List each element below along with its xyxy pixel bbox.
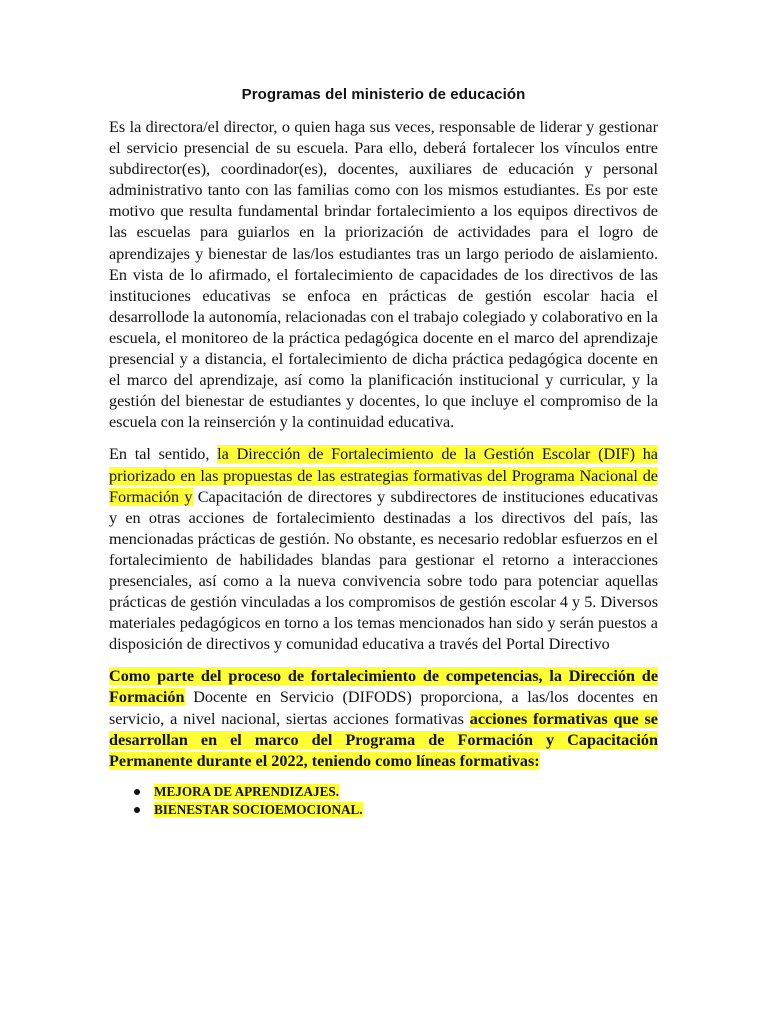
list-item — [134, 783, 658, 801]
paragraph-difods-actions — [109, 666, 658, 771]
paragraph-dif-lead: En tal sentido, — [109, 445, 218, 464]
document-title: Programas del ministerio de educación — [241, 86, 526, 103]
formative-lines-list — [109, 783, 658, 819]
paragraph-dif-strategy — [109, 444, 658, 655]
highlighted-dif-text: la Dirección de Fortalecimiento de la Gestión Escolar (DIF) ha priorizado en las propuestas de las estrategias formativas del Programa Nacional de Formación y — [109, 445, 658, 506]
highlighted-formative-lines-text: acciones formativas que se desarrollan en el marco del Programa de Formación y Capacitación Permanente durante el 2022, teniendo como líneas formativas: — [109, 709, 658, 770]
paragraph-directors-role: Es la directora/el director, o quien haga sus veces, responsable de liderar y gestionar el servicio presencial de su escuela. Para ello, deberá fortalecer los vínculos entre subdirector(es), coordinador(es), docentes, auxiliares de educación y personal administrativo tanto con las familias como con los mismos estudiantes. Es por este motivo que resulta fundamental brindar fortalecimiento a los equipos directivos de las escuelas para guiarlos en la priorización de actividades para el logro de aprendizajes y bienestar de las/los estudiantes tras un largo periodo de aislamiento. En vista de lo afirmado, el fortalecimiento de capacidades de los directivos de las instituciones educativas se enfoca en prácticas de gestión escolar hacia el desarrollode la autonomía, relacionadas con el trabajo colegiado y colaborativo en la escuela, el monitoreo de la práctica pedagógica docente en el marco del aprendizaje presencial y a distancia, el fortalecimiento de dicha práctica pedagógica docente en el marco del aprendizaje, así como la planificación institucional y curricular, y la gestión del bienestar de estudiantes y docentes, lo que incluye el compromiso de la escuela con la reinserción y la continuidad educativa. — [109, 118, 658, 432]
paragraph-difods-middle: Docente en Servicio (DIFODS) proporciona, a las/los docentes en servicio, a nivel nacional, siertas acciones formativas — [109, 688, 658, 728]
list-item — [134, 801, 658, 819]
bullet-icon — [134, 807, 140, 813]
list-item-label: MEJORA DE APRENDIZAJES. — [154, 783, 340, 799]
bullet-icon — [134, 789, 140, 795]
list-item-label: BIENESTAR SOCIOEMOCIONAL. — [154, 801, 363, 817]
highlighted-competencies-text: Como parte del proceso de fortalecimiento de competencias, la Dirección de Formación — [109, 667, 658, 707]
paragraph-dif-rest: Capacitación de directores y subdirectores de instituciones educativas y en otras acciones de fortalecimiento destinadas a los directivos del país, las mencionadas prácticas de gestión. No obstante, es necesario redoblar esfuerzos en el fortalecimiento de habilidades blandas para gestionar el retorno a interacciones presenciales, así como a la nueva convivencia sobre todo para potenciar aquellas prácticas de gestión vinculadas a los compromisos de gestión escolar 4 y 5. Diversos materiales pedagógicos en torno a los temas mencionados han sido y serán puestos a disposición de directivos y comunidad educativa a través del Portal Directivo — [109, 487, 658, 654]
document-page — [109, 86, 658, 819]
